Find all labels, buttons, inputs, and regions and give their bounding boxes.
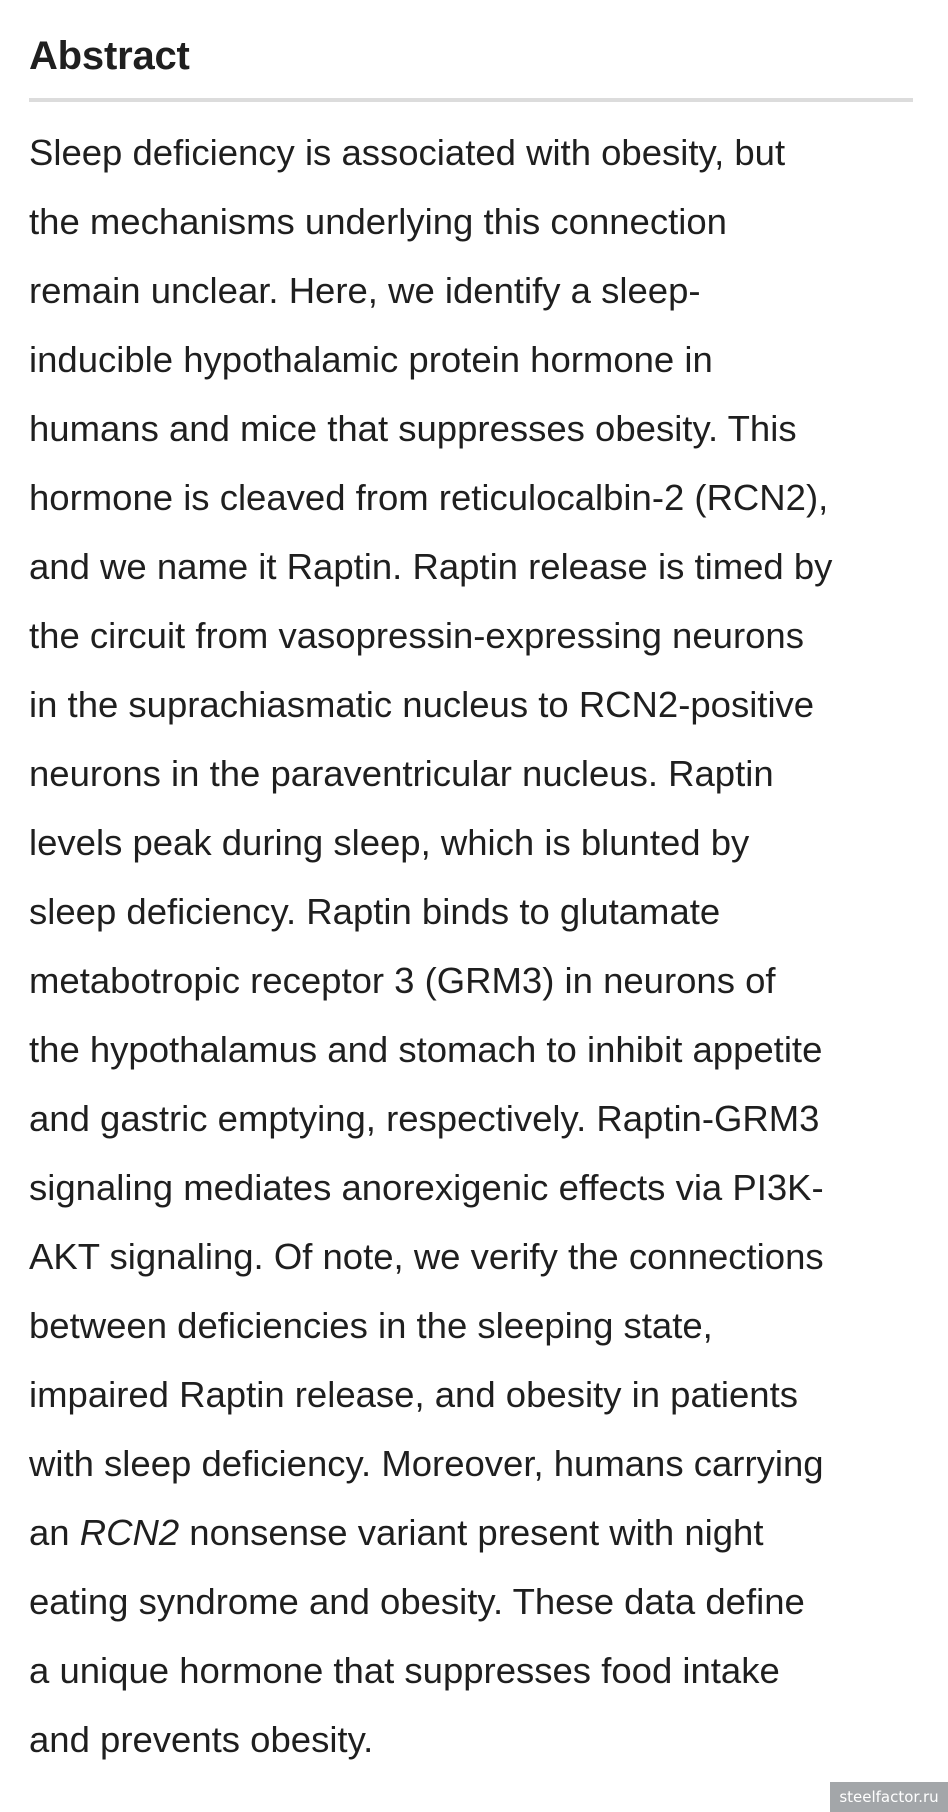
abstract-line: the circuit from vasopressin-expressing neurons — [29, 615, 804, 656]
abstract-line: humans and mice that suppresses obesity. This — [29, 408, 797, 449]
abstract-line: neurons in the paraventricular nucleus. Raptin — [29, 753, 774, 794]
abstract-line: sleep deficiency. Raptin binds to glutamate — [29, 891, 721, 932]
abstract-line: metabotropic receptor 3 (GRM3) in neurons of — [29, 960, 776, 1001]
abstract-line: AKT signaling. Of note, we verify the connections — [29, 1236, 824, 1277]
abstract-line: levels peak during sleep, which is blunted by — [29, 822, 750, 863]
abstract-line: the hypothalamus and stomach to inhibit appetite — [29, 1029, 823, 1070]
abstract-line: between deficiencies in the sleeping state, — [29, 1305, 713, 1346]
abstract-line: in the suprachiasmatic nucleus to RCN2-positive — [29, 684, 815, 725]
abstract-line: eating syndrome and obesity. These data define — [29, 1581, 805, 1622]
abstract-line: the mechanisms underlying this connection — [29, 201, 727, 242]
abstract-line: Sleep deficiency is associated with obesity, but — [29, 132, 786, 173]
abstract-line: and gastric emptying, respectively. Raptin-GRM3 — [29, 1098, 820, 1139]
abstract-text — [29, 118, 915, 1774]
watermark: steelfactor.ru — [830, 1782, 948, 1812]
abstract-line: remain unclear. Here, we identify a sleep- — [29, 270, 701, 311]
abstract-heading: Abstract — [29, 34, 190, 78]
abstract-line: signaling mediates anorexigenic effects via PI3K- — [29, 1167, 824, 1208]
abstract-section — [29, 28, 915, 1774]
abstract-line: and prevents obesity. — [29, 1719, 374, 1760]
abstract-line: a unique hormone that suppresses food intake — [29, 1650, 780, 1691]
line-text-before: an — [29, 1512, 80, 1553]
gene-name-italic: RCN2 — [79, 1512, 180, 1553]
abstract-line: hormone is cleaved from reticulocalbin-2 (RCN2), — [29, 477, 829, 518]
abstract-line: and we name it Raptin. Raptin release is timed by — [29, 546, 833, 587]
line-text-after: nonsense variant present with night — [179, 1512, 764, 1553]
abstract-line-italic-gene — [29, 1498, 915, 1567]
abstract-line: inducible hypothalamic protein hormone in — [29, 339, 713, 380]
abstract-line: with sleep deficiency. Moreover, humans carrying — [29, 1443, 824, 1484]
abstract-line: impaired Raptin release, and obesity in patients — [29, 1374, 798, 1415]
heading-divider — [29, 98, 913, 102]
